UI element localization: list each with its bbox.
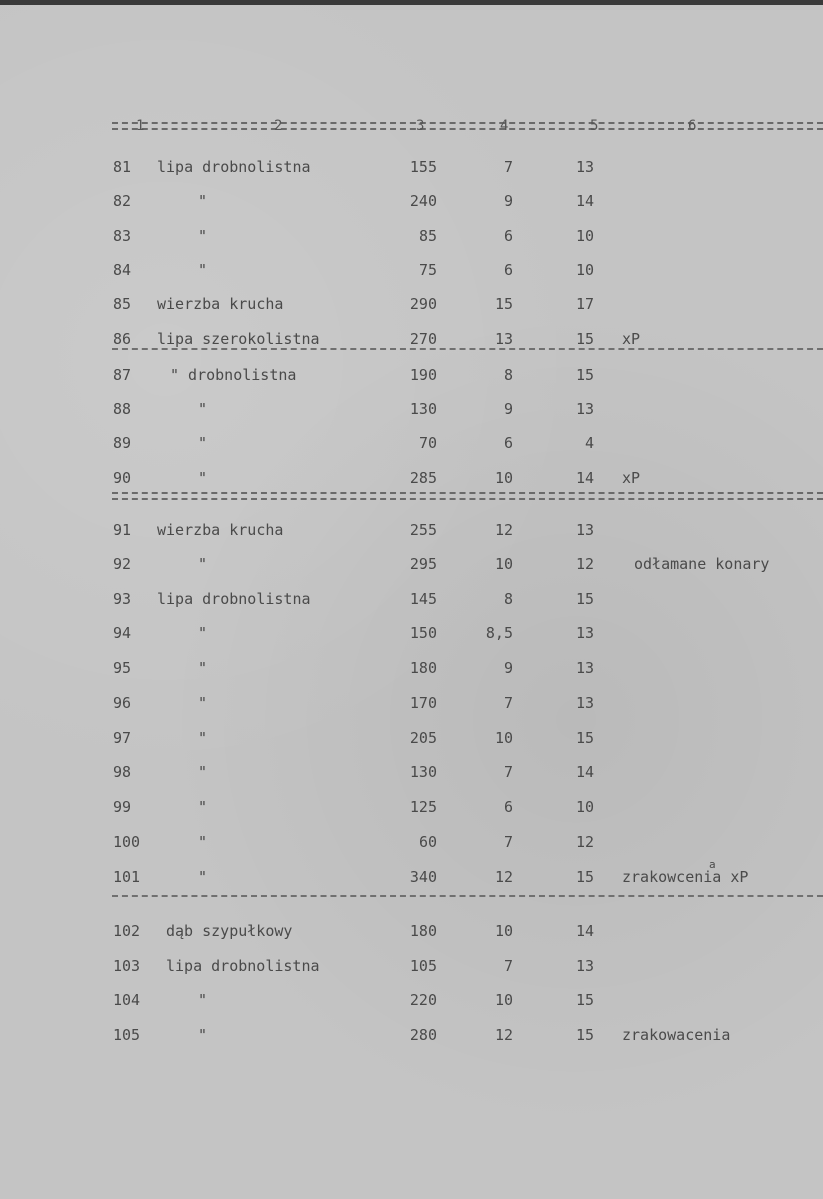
remarks: xP	[622, 330, 641, 348]
crown-diameter: 9	[503, 192, 513, 210]
species-name: "	[198, 868, 208, 886]
species-name: "	[198, 833, 208, 851]
crown-diameter: 12	[494, 868, 513, 886]
crown-diameter: 6	[503, 434, 513, 452]
trunk-circumference: 130	[409, 400, 437, 418]
table-row	[0, 957, 823, 977]
tree-height: 13	[575, 957, 594, 975]
table-row	[0, 555, 823, 575]
column-header-5: 5	[590, 118, 599, 134]
trunk-circumference: 60	[418, 833, 437, 851]
tree-number: 82	[113, 192, 132, 210]
table-row	[0, 590, 823, 610]
tree-number: 105	[113, 1026, 141, 1044]
species-name: "	[198, 555, 208, 573]
tree-height: 13	[575, 694, 594, 712]
table-row	[0, 469, 823, 489]
tree-number: 98	[113, 763, 132, 781]
trunk-circumference: 220	[409, 991, 437, 1009]
trunk-circumference: 290	[409, 295, 437, 313]
table-row	[0, 1026, 823, 1046]
tree-number: 84	[113, 261, 132, 279]
species-name: "	[198, 261, 208, 279]
section-divider	[112, 895, 823, 897]
species-name: "	[198, 192, 208, 210]
tree-number: 88	[113, 400, 132, 418]
trunk-circumference: 255	[409, 521, 437, 539]
trunk-circumference: 270	[409, 330, 437, 348]
crown-diameter: 13	[494, 330, 513, 348]
crown-diameter: 9	[503, 659, 513, 677]
crown-diameter: 10	[494, 991, 513, 1009]
species-name: lipa drobnolistna	[157, 590, 311, 608]
tree-height: 17	[575, 295, 594, 313]
tree-number: 92	[113, 555, 132, 573]
remarks: zrakowcenia xP	[622, 868, 749, 886]
table-row	[0, 434, 823, 454]
trunk-circumference: 180	[409, 922, 437, 940]
column-header-1: 1	[136, 118, 145, 134]
crown-diameter: 8,5	[485, 624, 513, 642]
species-name: "	[198, 729, 208, 747]
tree-number: 101	[113, 868, 141, 886]
species-name: "	[198, 624, 208, 642]
tree-height: 10	[575, 261, 594, 279]
remarks: zrakowacenia	[622, 1026, 731, 1044]
tree-number: 97	[113, 729, 132, 747]
tree-height: 15	[575, 868, 594, 886]
tree-height: 13	[575, 400, 594, 418]
species-name: "	[198, 434, 208, 452]
species-name: "	[198, 694, 208, 712]
tree-number: 100	[113, 833, 141, 851]
column-header-2: 2	[274, 118, 283, 134]
trunk-circumference: 70	[418, 434, 437, 452]
species-name: " drobnolistna	[170, 366, 297, 384]
crown-diameter: 7	[503, 833, 513, 851]
tree-height: 14	[575, 192, 594, 210]
trunk-circumference: 170	[409, 694, 437, 712]
species-name: "	[198, 763, 208, 781]
table-row	[0, 694, 823, 714]
table-row	[0, 763, 823, 783]
species-name: "	[198, 400, 208, 418]
crown-diameter: 12	[494, 1026, 513, 1044]
table-row	[0, 227, 823, 247]
species-name: wierzba krucha	[157, 521, 284, 539]
section-divider	[112, 348, 823, 350]
table-row	[0, 330, 823, 350]
table-row	[0, 798, 823, 818]
tree-number: 86	[113, 330, 132, 348]
crown-diameter: 7	[503, 957, 513, 975]
species-name: "	[198, 991, 208, 1009]
crown-diameter: 10	[494, 729, 513, 747]
tree-height: 10	[575, 798, 594, 816]
trunk-circumference: 105	[409, 957, 437, 975]
crown-diameter: 10	[494, 922, 513, 940]
tree-number: 85	[113, 295, 132, 313]
table-row	[0, 729, 823, 749]
species-name: lipa drobnolistna	[166, 957, 320, 975]
tree-height: 15	[575, 330, 594, 348]
trunk-circumference: 75	[418, 261, 437, 279]
crown-diameter: 8	[503, 590, 513, 608]
trunk-circumference: 340	[409, 868, 437, 886]
crown-diameter: 7	[503, 158, 513, 176]
trunk-circumference: 155	[409, 158, 437, 176]
section-divider-double	[112, 492, 823, 500]
tree-height: 15	[575, 991, 594, 1009]
tree-height: 15	[575, 1026, 594, 1044]
species-name: "	[198, 469, 208, 487]
trunk-circumference: 295	[409, 555, 437, 573]
tree-number: 87	[113, 366, 132, 384]
tree-number: 94	[113, 624, 132, 642]
tree-number: 81	[113, 158, 132, 176]
tree-height: 13	[575, 659, 594, 677]
table-row	[0, 659, 823, 679]
tree-height: 13	[575, 521, 594, 539]
species-name: "	[198, 798, 208, 816]
crown-diameter: 7	[503, 694, 513, 712]
table-row	[0, 295, 823, 315]
table-row	[0, 868, 823, 888]
tree-height: 15	[575, 729, 594, 747]
trunk-circumference: 285	[409, 469, 437, 487]
species-name: lipa szerokolistna	[157, 330, 320, 348]
tree-height: 4	[584, 434, 594, 452]
table-row	[0, 991, 823, 1011]
tree-number: 90	[113, 469, 132, 487]
remarks: xP	[622, 469, 641, 487]
crown-diameter: 6	[503, 227, 513, 245]
crown-diameter: 6	[503, 261, 513, 279]
column-header-6: 6	[688, 118, 697, 134]
trunk-circumference: 280	[409, 1026, 437, 1044]
crown-diameter: 9	[503, 400, 513, 418]
species-name: "	[198, 659, 208, 677]
tree-height: 15	[575, 590, 594, 608]
tree-number: 83	[113, 227, 132, 245]
tree-number: 93	[113, 590, 132, 608]
tree-number: 95	[113, 659, 132, 677]
species-name: "	[198, 1026, 208, 1044]
column-header-3: 3	[416, 118, 425, 134]
species-name: "	[198, 227, 208, 245]
trunk-circumference: 150	[409, 624, 437, 642]
scan-edge	[0, 0, 823, 5]
remarks: odłamane konary	[634, 555, 770, 573]
trunk-circumference: 85	[418, 227, 437, 245]
tree-height: 14	[575, 763, 594, 781]
table-row	[0, 158, 823, 178]
tree-number: 91	[113, 521, 132, 539]
trunk-circumference: 205	[409, 729, 437, 747]
column-header-4: 4	[500, 118, 509, 134]
trunk-circumference: 130	[409, 763, 437, 781]
tree-height: 15	[575, 366, 594, 384]
tree-height: 14	[575, 469, 594, 487]
tree-height: 13	[575, 624, 594, 642]
tree-height: 12	[575, 555, 594, 573]
table-row	[0, 400, 823, 420]
insertion-mark: a	[709, 858, 716, 871]
trunk-circumference: 145	[409, 590, 437, 608]
trunk-circumference: 240	[409, 192, 437, 210]
crown-diameter: 10	[494, 555, 513, 573]
trunk-circumference: 180	[409, 659, 437, 677]
tree-height: 12	[575, 833, 594, 851]
table-row	[0, 192, 823, 212]
tree-number: 99	[113, 798, 132, 816]
crown-diameter: 10	[494, 469, 513, 487]
trunk-circumference: 190	[409, 366, 437, 384]
header-top-rule	[112, 122, 823, 130]
crown-diameter: 6	[503, 798, 513, 816]
tree-number: 104	[113, 991, 141, 1009]
tree-number: 96	[113, 694, 132, 712]
table-row	[0, 366, 823, 386]
table-row	[0, 624, 823, 644]
table-row	[0, 261, 823, 281]
tree-number: 89	[113, 434, 132, 452]
tree-number: 103	[113, 957, 141, 975]
crown-diameter: 8	[503, 366, 513, 384]
crown-diameter: 12	[494, 521, 513, 539]
tree-height: 14	[575, 922, 594, 940]
crown-diameter: 15	[494, 295, 513, 313]
tree-height: 13	[575, 158, 594, 176]
tree-number: 102	[113, 922, 141, 940]
species-name: wierzba krucha	[157, 295, 284, 313]
table-row	[0, 922, 823, 942]
species-name: dąb szypułkowy	[166, 922, 293, 940]
species-name: lipa drobnolistna	[157, 158, 311, 176]
tree-height: 10	[575, 227, 594, 245]
trunk-circumference: 125	[409, 798, 437, 816]
table-row	[0, 833, 823, 853]
table-row	[0, 521, 823, 541]
crown-diameter: 7	[503, 763, 513, 781]
